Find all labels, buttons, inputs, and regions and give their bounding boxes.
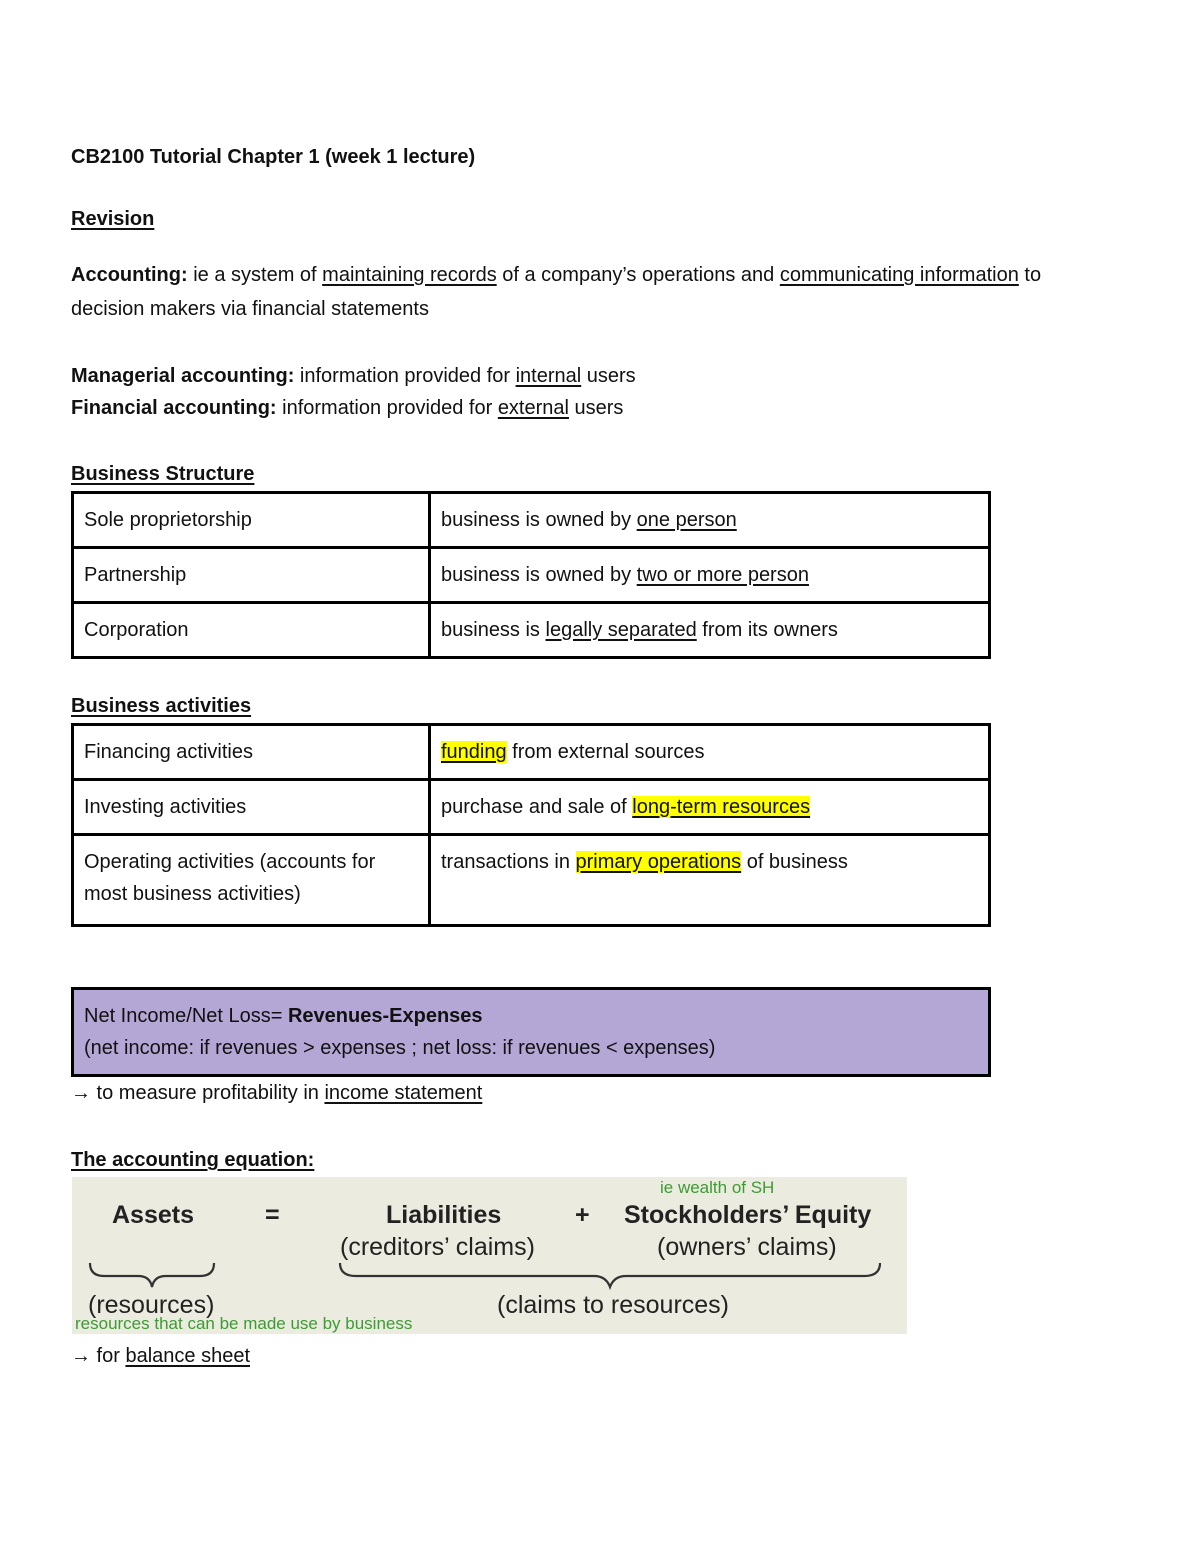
text: transactions in bbox=[441, 851, 576, 873]
resources-label: (resources) bbox=[88, 1291, 215, 1319]
business-activities-table bbox=[71, 723, 991, 927]
claims-label: (claims to resources) bbox=[497, 1291, 729, 1319]
accounting-definition-cont: decision makers via financial statements bbox=[71, 298, 429, 320]
text: from its owners bbox=[696, 619, 838, 641]
income-statement-line bbox=[71, 1080, 482, 1106]
table-cell bbox=[430, 548, 990, 603]
business-structure-heading: Business Structure bbox=[71, 463, 255, 485]
highlighted-phrase: long-term resources bbox=[632, 796, 811, 818]
underlined-phrase: income statement bbox=[324, 1082, 483, 1104]
highlighted-phrase: primary operations bbox=[575, 851, 742, 873]
managerial-definition bbox=[71, 363, 636, 389]
accounting-term: Accounting: bbox=[71, 264, 188, 286]
financial-term: Financial accounting: bbox=[71, 397, 277, 419]
table-row bbox=[73, 603, 990, 658]
text: ie a system of bbox=[187, 264, 323, 286]
resources-brace bbox=[90, 1263, 214, 1287]
underlined-phrase: one person bbox=[636, 509, 737, 531]
underlined-phrase: internal bbox=[515, 365, 582, 387]
equity-label: Stockholders’ Equity bbox=[624, 1201, 872, 1229]
text: to bbox=[1018, 264, 1042, 286]
text: of business bbox=[741, 851, 848, 873]
table-cell bbox=[73, 835, 430, 926]
underlined-phrase: maintaining records bbox=[322, 264, 497, 286]
text: business is owned by bbox=[441, 564, 637, 586]
net-income-formula bbox=[84, 1000, 978, 1032]
equity-annotation: ie wealth of SH bbox=[660, 1178, 775, 1197]
underlined-phrase: external bbox=[497, 397, 569, 419]
resources-annotation: resources that can be made use by business bbox=[75, 1314, 413, 1333]
claims-brace bbox=[340, 1263, 880, 1287]
text: of a company’s operations and bbox=[496, 264, 780, 286]
plus-sign: + bbox=[575, 1201, 590, 1229]
text: users bbox=[581, 365, 636, 387]
table-cell bbox=[430, 780, 990, 835]
table-cell: Partnership bbox=[73, 548, 430, 603]
table-row bbox=[73, 835, 990, 926]
cell-line: most business activities) bbox=[84, 883, 301, 905]
business-structure-table bbox=[71, 491, 991, 659]
arrow-text: → to measure profitability in bbox=[71, 1082, 325, 1104]
table-cell bbox=[430, 725, 990, 780]
table-cell bbox=[430, 603, 990, 658]
cell-line: Operating activities (accounts for bbox=[84, 851, 376, 873]
highlighted-phrase: funding bbox=[441, 741, 507, 763]
financial-definition bbox=[71, 395, 623, 421]
table-row bbox=[73, 548, 990, 603]
text: from external sources bbox=[506, 741, 705, 763]
table-cell bbox=[430, 493, 990, 548]
arrow-text: → for bbox=[71, 1345, 126, 1367]
assets-label: Assets bbox=[112, 1201, 194, 1229]
business-activities-heading: Business activities bbox=[71, 695, 252, 717]
page-title: CB2100 Tutorial Chapter 1 (week 1 lecture) bbox=[71, 146, 476, 168]
table-cell bbox=[430, 835, 990, 926]
text: business is owned by bbox=[441, 509, 637, 531]
table-cell: Investing activities bbox=[73, 780, 430, 835]
underlined-phrase: communicating information bbox=[779, 264, 1019, 286]
creditors-claims-label: (creditors’ claims) bbox=[340, 1233, 535, 1261]
equation-heading: The accounting equation: bbox=[71, 1149, 315, 1171]
underlined-phrase: two or more person bbox=[636, 564, 809, 586]
text: Net Income/Net Loss= bbox=[84, 1005, 288, 1027]
underlined-phrase: balance sheet bbox=[125, 1345, 250, 1367]
equals-sign: = bbox=[265, 1201, 280, 1229]
table-cell: Financing activities bbox=[73, 725, 430, 780]
revision-heading: Revision bbox=[71, 208, 155, 230]
text: users bbox=[568, 397, 624, 419]
table-cell: Corporation bbox=[73, 603, 430, 658]
owners-claims-label: (owners’ claims) bbox=[657, 1233, 837, 1261]
text: business is bbox=[441, 619, 546, 641]
table-row bbox=[73, 493, 990, 548]
text: information provided for bbox=[276, 397, 498, 419]
text: purchase and sale of bbox=[441, 796, 633, 818]
text: information provided for bbox=[294, 365, 516, 387]
accounting-equation-image bbox=[72, 1177, 907, 1334]
liabilities-label: Liabilities bbox=[386, 1201, 502, 1229]
balance-sheet-line bbox=[71, 1343, 250, 1369]
formula-text: Revenues-Expenses bbox=[287, 1005, 483, 1027]
table-cell: Sole proprietorship bbox=[73, 493, 430, 548]
net-income-note: (net income: if revenues > expenses ; net loss: if revenues < expenses) bbox=[84, 1037, 716, 1059]
net-income-box bbox=[71, 987, 991, 1077]
underlined-phrase: legally separated bbox=[545, 619, 697, 641]
table-row bbox=[73, 725, 990, 780]
managerial-term: Managerial accounting: bbox=[71, 365, 295, 387]
table-row bbox=[73, 780, 990, 835]
accounting-definition bbox=[71, 262, 1041, 288]
